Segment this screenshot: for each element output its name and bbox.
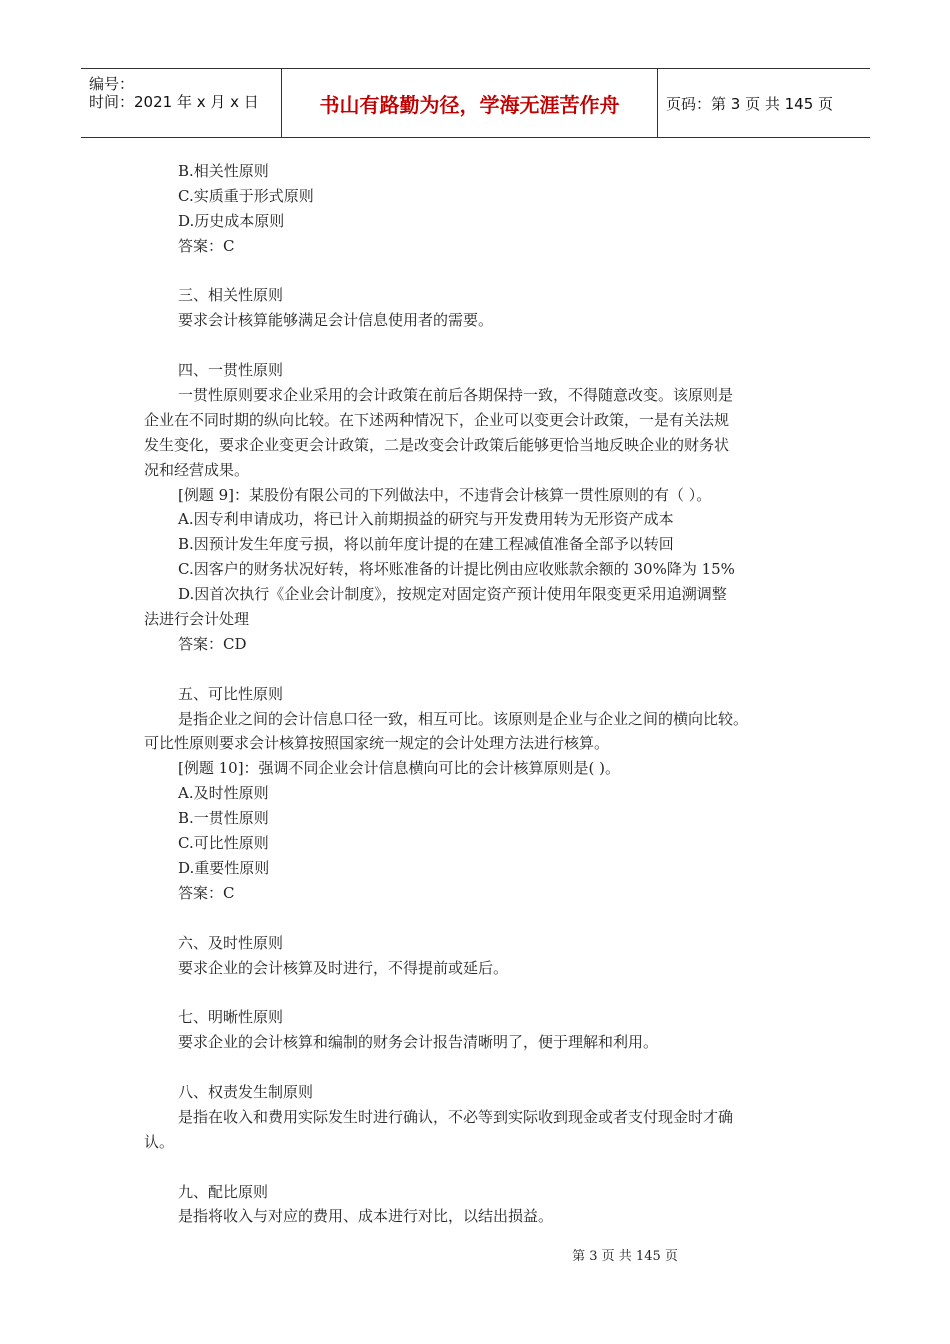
text-line: 法进行会计处理 (144, 610, 250, 629)
text-line: B.因预计发生年度亏损，将以前年度计提的在建工程减值准备全部予以转回 (178, 535, 674, 554)
text-line: 是指将收入与对应的费用、成本进行对比，以结出损益。 (178, 1207, 554, 1226)
text-line: 六、及时性原则 (178, 933, 284, 952)
text-line: 要求会计核算能够满足会计信息使用者的需要。 (178, 311, 494, 330)
text-line: 八、权责发生制原则 (178, 1082, 314, 1101)
text-line: 五、可比性原则 (178, 684, 284, 703)
blank-line (144, 980, 806, 1005)
page-header (81, 68, 870, 138)
blank-line (144, 259, 806, 284)
text-line: 四、一贯性原则 (178, 361, 284, 380)
text-line: [例题 10]：强调不同企业会计信息横向可比的会计核算原则是( )。 (178, 759, 621, 778)
blank-line (144, 1155, 806, 1180)
blank-line (144, 657, 806, 682)
text-line: B.一贯性原则 (178, 809, 269, 828)
text-line: A.及时性原则 (178, 784, 269, 803)
blank-line (144, 906, 806, 931)
text-line: A.因专利申请成功，将已计入前期损益的研究与开发费用转为无形资产成本 (178, 510, 674, 529)
header-meta (81, 69, 282, 137)
text-line: D.历史成本原则 (178, 211, 285, 230)
text-line: 认。 (144, 1132, 175, 1151)
document-body (144, 159, 806, 1229)
date-label: 时间：2021 年 x 月 x 日 (89, 93, 259, 111)
text-line: 况和经营成果。 (144, 460, 250, 479)
text-line: 可比性原则要求会计核算按照国家统一规定的会计处理方法进行核算。 (144, 734, 610, 753)
text-line: D.因首次执行《企业会计制度》，按规定对固定资产预计使用年限变更采用追溯调整 (178, 585, 727, 604)
blank-line (144, 333, 806, 358)
text-line: C.可比性原则 (178, 834, 269, 853)
text-line: [例题 9]：某股份有限公司的下列做法中，不违背会计核算一贯性原则的有（ ）。 (178, 485, 712, 504)
text-line: 答案：C (178, 883, 235, 902)
text-line: 九、配比原则 (178, 1182, 269, 1201)
text-line: 发生变化，要求企业变更会计政策，二是改变会计政策后能够更恰当地反映企业的财务状 (144, 435, 730, 454)
text-line: B.相关性原则 (178, 162, 269, 180)
text-line: D.重要性原则 (178, 858, 270, 877)
text-line: 答案：C (178, 236, 235, 255)
text-line: 是指在收入和费用实际发生时进行确认，不必等到实际收到现金或者支付现金时才确 (178, 1107, 734, 1126)
page-footer: 第 3 页 共 145 页 (572, 1249, 678, 1264)
text-line: 一贯性原则要求企业采用的会计政策在前后各期保持一致，不得随意改变。该原则是 (178, 386, 734, 405)
text-line: C.因客户的财务状况好转，将坏账准备的计提比例由应收账款余额的 30%降为 15% (178, 560, 735, 579)
header-motto: 书山有路勤为径，学海无涯苦作舟 (282, 69, 658, 137)
text-line: 企业在不同时期的纵向比较。在下述两种情况下，企业可以变更会计政策，一是有关法规 (144, 410, 730, 429)
text-line: 答案：CD (178, 634, 247, 653)
text-line: 七、明晰性原则 (178, 1008, 284, 1027)
text-line: 要求企业的会计核算和编制的财务会计报告清晰明了，便于理解和利用。 (178, 1033, 659, 1052)
text-line: C.实质重于形式原则 (178, 186, 314, 205)
header-page-number: 页码：第 3 页 共 145 页 (666, 94, 834, 113)
text-line: 是指企业之间的会计信息口径一致，相互可比。该原则是企业与企业之间的横向比较。 (178, 709, 749, 728)
blank-line (144, 1055, 806, 1080)
number-label: 编号： (89, 75, 135, 93)
text-line: 三、相关性原则 (178, 286, 284, 305)
text-line: 要求企业的会计核算及时进行，不得提前或延后。 (178, 958, 509, 977)
